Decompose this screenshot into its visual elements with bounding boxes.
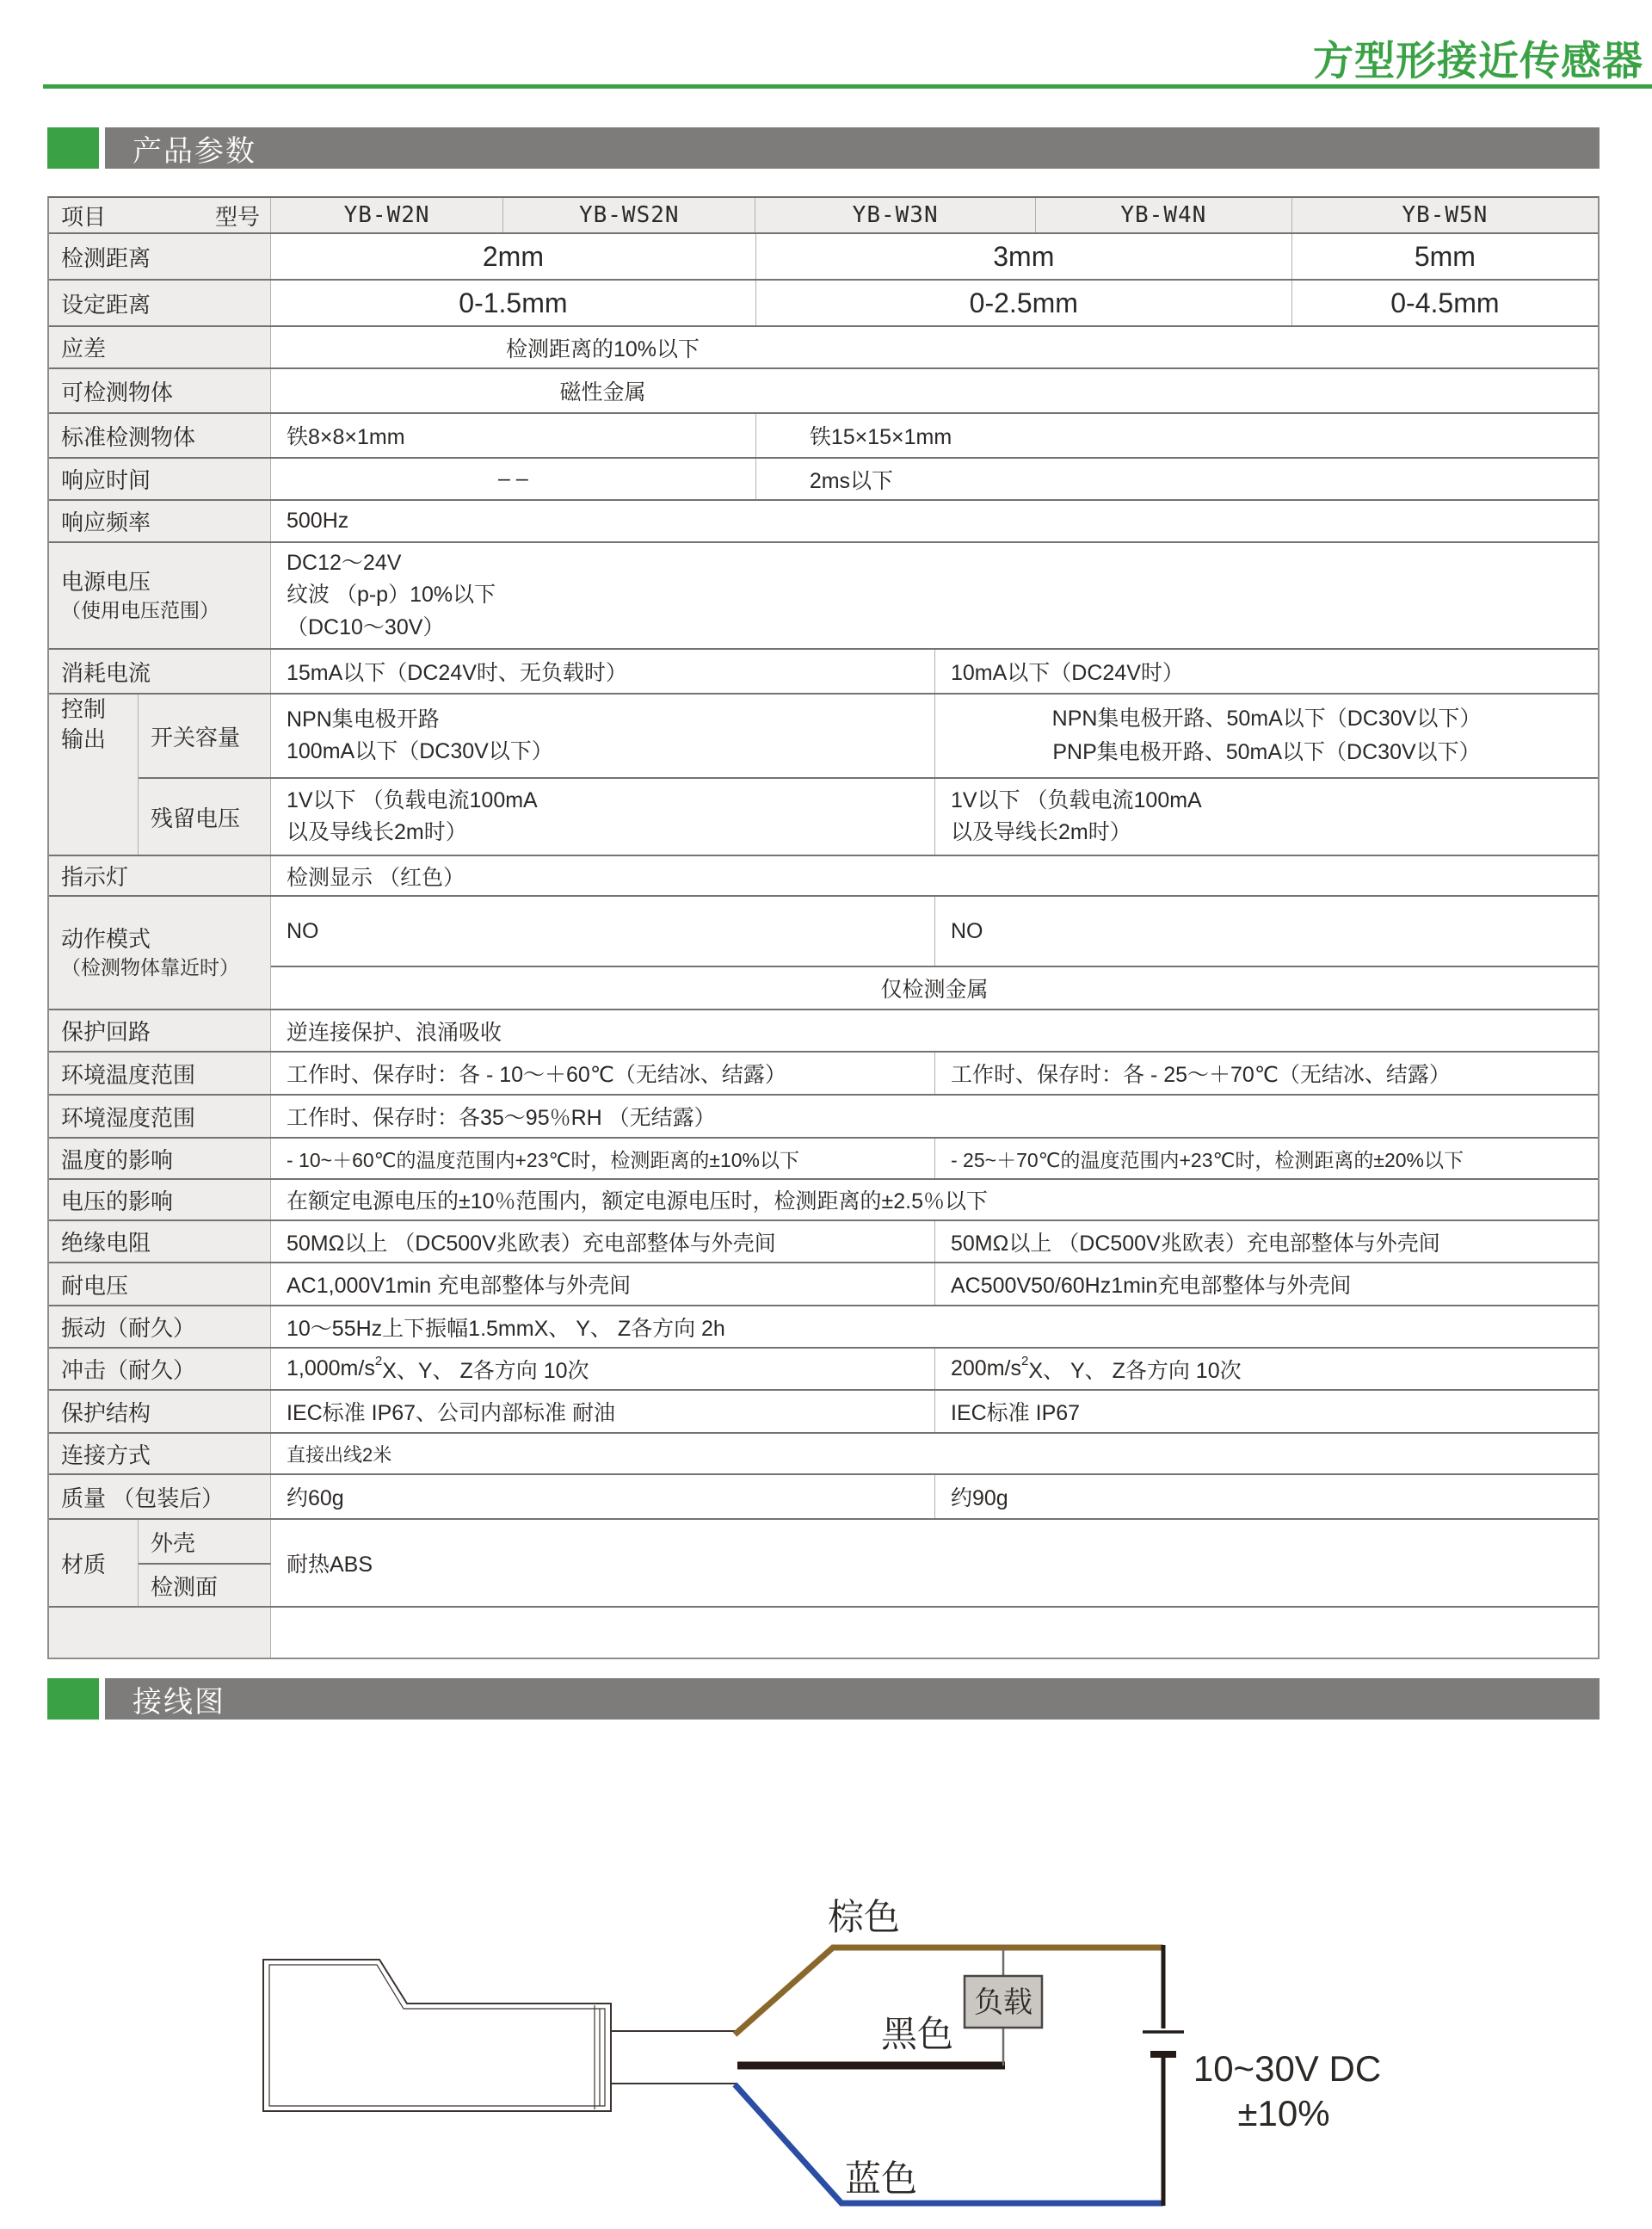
row-label: 响应时间 (49, 459, 271, 499)
supply-tolerance-label: ±10% (1237, 2093, 1330, 2133)
row-label: 连接方式 (49, 1434, 271, 1473)
corner-model-label: 型号 (214, 203, 260, 230)
cell-value-line: DC12～24V (287, 550, 402, 575)
row-response-time (49, 457, 1598, 499)
cell-value: - 10~＋60℃的温度范围内+23℃时，检测距离的±10%以下 (271, 1139, 934, 1178)
cell-value: 仅检测金属 (271, 967, 1598, 1009)
section-title-params: 产品参数 (105, 127, 1600, 169)
row-supply-voltage (49, 541, 1598, 648)
cell-value: IEC标准 IP67 (934, 1391, 1598, 1432)
green-square-icon (47, 127, 99, 169)
blue-wire (735, 2084, 1163, 2203)
row-group-material (49, 1518, 1598, 1606)
row-protection-circuit (49, 1009, 1598, 1051)
cell-value: 工作时、保存时：各 - 25～＋70℃（无结冰、结露） (934, 1053, 1598, 1094)
row-label-line2: 输出 (61, 726, 107, 753)
shock-value-post: X、 Y、 Z各方向 10次 (1028, 1358, 1242, 1383)
cell-value-line: NPN集电极开路 (287, 707, 440, 732)
cell-value: – – (271, 459, 755, 499)
row-label-line1: 电源电压 (61, 568, 151, 595)
row-label: 开关容量 (139, 695, 271, 777)
cell-value: 2mm (271, 234, 755, 279)
row-setting-distance (49, 279, 1598, 325)
cell-value: 铁15×15×1mm (755, 414, 1598, 457)
row-label: 检测距离 (49, 234, 271, 279)
sensor-cable (611, 2031, 737, 2084)
cell-value-line: 以及导线长2m时） (287, 820, 467, 844)
cell-value-line: 纹波 （p-p）10%以下 (287, 583, 496, 608)
model-header-yb-w4n: YB-W4N (1035, 198, 1291, 232)
cell-value: 磁性金属 (559, 380, 646, 404)
cell-value: 10mA以下（DC24V时） (934, 650, 1598, 693)
green-square-icon (47, 1678, 99, 1720)
spec-table (47, 196, 1600, 1659)
row-label: 保护结构 (49, 1391, 271, 1432)
row-label-empty (49, 1608, 271, 1658)
row-hysteresis (49, 325, 1598, 367)
row-label: 质量 （包装后） (49, 1475, 271, 1518)
row-current-consumption (49, 648, 1598, 693)
table-header-row (49, 198, 1598, 232)
load-label: 负载 (974, 1986, 1032, 2019)
cell-value: 约90g (934, 1475, 1598, 1518)
cell-value-line: 1V以下 （负载电流100mA (287, 787, 538, 812)
row-detection-distance (49, 232, 1598, 279)
section-title-wiring: 接线图 (105, 1678, 1600, 1720)
cell-value: NO (271, 897, 934, 966)
row-insulation-resistance (49, 1219, 1598, 1262)
row-label: 绝缘电阻 (49, 1221, 271, 1262)
cell-value: 15mA以下（DC24V时、无负载时） (271, 650, 934, 693)
row-label-sensing-face: 检测面 (139, 1563, 271, 1606)
row-vibration (49, 1305, 1598, 1347)
cell-value (934, 1349, 1598, 1389)
cell-value-line: 1V以下 （负载电流100mA (951, 787, 1202, 812)
sensor-body (263, 1960, 611, 2111)
row-label-shell: 外壳 (139, 1520, 271, 1563)
row-temperature-influence (49, 1137, 1598, 1178)
cell-value: 0-4.5mm (1291, 281, 1598, 325)
corner-item-label: 项目 (61, 203, 107, 230)
cell-value-line: 100mA以下（DC30V以下） (287, 739, 553, 763)
cell-value-line: NPN集电极开路、50mA以下（DC30V以下） (1051, 707, 1482, 732)
cell-value: 在额定电源电压的±10％范围内，额定电源电压时，检测距离的±2.5％以下 (271, 1180, 1598, 1219)
cell-value: 500Hz (271, 501, 1598, 541)
page-title: 方型形接近传感器 (1313, 38, 1643, 83)
row-response-frequency (49, 499, 1598, 541)
row-label-line2: （使用电压范围） (61, 599, 219, 622)
cell-value: 耐热ABS (271, 1520, 1598, 1606)
row-protection-structure (49, 1389, 1598, 1432)
row-voltage-influence (49, 1178, 1598, 1219)
section-banner-wiring (47, 1678, 1600, 1720)
cell-value: 50MΩ以上 （DC500V兆欧表）充电部整体与外壳间 (271, 1221, 934, 1262)
row-group-operation-mode (49, 895, 1598, 1009)
row-connection (49, 1432, 1598, 1473)
cell-value: 工作时、保存时：各35～95％RH （无结露） (271, 1096, 1598, 1137)
row-withstand-voltage (49, 1262, 1598, 1305)
row-label-line1: 控制 (61, 696, 107, 722)
cell-value: NO (934, 897, 1598, 966)
model-header-yb-w5n: YB-W5N (1291, 198, 1598, 232)
row-residual-voltage (139, 777, 1598, 855)
row-label: 标准检测物体 (49, 414, 271, 457)
row-label: 温度的影响 (49, 1139, 271, 1178)
supply-voltage-label: 10~30V DC (1193, 2048, 1382, 2089)
model-header-yb-w3n: YB-W3N (755, 198, 1035, 232)
shock-value-sup: 2 (374, 1354, 383, 1368)
cell-value: 5mm (1291, 234, 1598, 279)
shock-value-pre: 200m/s (951, 1356, 1021, 1380)
cell-value-line: PNP集电极开路、50mA以下（DC30V以下） (1052, 740, 1481, 764)
cell-empty (271, 1608, 1598, 1658)
row-standard-object (49, 412, 1598, 457)
cell-value (271, 1349, 934, 1389)
row-indicator (49, 855, 1598, 895)
row-group-control-output (49, 693, 1598, 855)
row-label: 消耗电流 (49, 650, 271, 693)
row-label: 指示灯 (49, 856, 271, 895)
row-label: 保护回路 (49, 1010, 271, 1051)
cell-value: 逆连接保护、浪涌吸收 (271, 1010, 1598, 1051)
cell-value: IEC标准 IP67、公司内部标准 耐油 (271, 1391, 934, 1432)
cell-value: 2ms以下 (755, 459, 1598, 499)
row-label: 耐电压 (49, 1263, 271, 1305)
row-label-line1: 动作模式 (61, 925, 151, 952)
cell-value: 约60g (271, 1475, 934, 1518)
model-header-yb-w2n: YB-W2N (271, 198, 502, 232)
row-label: 可检测物体 (49, 369, 271, 412)
cell-value: 10～55Hz上下振幅1.5mmX、 Y、 Z各方向 2h (271, 1306, 1598, 1347)
row-switching-capacity (139, 695, 1598, 777)
row-label: 环境湿度范围 (49, 1096, 271, 1137)
row-ambient-humidity (49, 1094, 1598, 1137)
section-banner-params (47, 127, 1600, 169)
model-header-yb-ws2n: YB-WS2N (502, 198, 755, 232)
cell-value: 检测距离的10%以下 (505, 337, 700, 361)
shock-value-sup: 2 (1020, 1354, 1029, 1368)
cell-value: AC1,000V1min 充电部整体与外壳间 (271, 1263, 934, 1305)
cell-value-line: 以及导线长2m时） (951, 820, 1131, 844)
cell-value: 铁8×8×1mm (271, 414, 755, 457)
row-label: 振动（耐久） (49, 1306, 271, 1347)
row-label-control-output (49, 695, 139, 855)
row-label: 环境温度范围 (49, 1053, 271, 1094)
row-label: 设定距离 (49, 281, 271, 325)
shock-value-post: X、Y、 Z各方向 10次 (382, 1358, 589, 1383)
row-label: 响应频率 (49, 501, 271, 541)
cell-value: 工作时、保存时：各 - 10～＋60℃（无结冰、结露） (271, 1053, 934, 1094)
cell-value-line: （DC10～30V） (287, 614, 445, 639)
cell-value: 0-1.5mm (271, 281, 755, 325)
cell-value: 直接出线2米 (271, 1434, 1598, 1473)
cell-value: 3mm (755, 234, 1291, 279)
cell-value: 检测显示 （红色） (271, 856, 1598, 895)
row-label (49, 543, 271, 648)
cell-value: 50MΩ以上 （DC500V兆欧表）充电部整体与外壳间 (934, 1221, 1598, 1262)
brown-wire-label: 棕色 (827, 1897, 901, 1937)
row-label-material: 材质 (49, 1520, 139, 1606)
wiring-diagram (0, 1850, 1652, 2229)
cell-value: 0-2.5mm (755, 281, 1291, 325)
row-detectable-object (49, 367, 1598, 412)
battery-symbol (1143, 1945, 1184, 2206)
row-weight (49, 1473, 1598, 1518)
row-ambient-temperature (49, 1051, 1598, 1094)
shock-value-pre: 1,000m/s (287, 1356, 375, 1380)
cell-value: AC500V50/60Hz1min充电部整体与外壳间 (934, 1263, 1598, 1305)
banner-gap (99, 1678, 105, 1720)
row-label: 应差 (49, 327, 271, 367)
row-label: 残留电压 (139, 779, 271, 855)
title-underline (43, 84, 1652, 89)
row-label-line2: （检测物体靠近时） (61, 956, 239, 979)
row-shock (49, 1347, 1598, 1389)
row-label: 冲击（耐久） (49, 1349, 271, 1389)
row-label-operation-mode (49, 897, 271, 1009)
black-wire-label: 黑色 (880, 2014, 954, 2054)
row-label: 电压的影响 (49, 1180, 271, 1219)
banner-gap (99, 127, 105, 169)
corner-cell (49, 198, 271, 232)
row-empty (49, 1606, 1598, 1658)
cell-value: - 25~＋70℃的温度范围内+23℃时，检测距离的±20%以下 (934, 1139, 1598, 1178)
blue-wire-label: 蓝色 (844, 2158, 918, 2199)
